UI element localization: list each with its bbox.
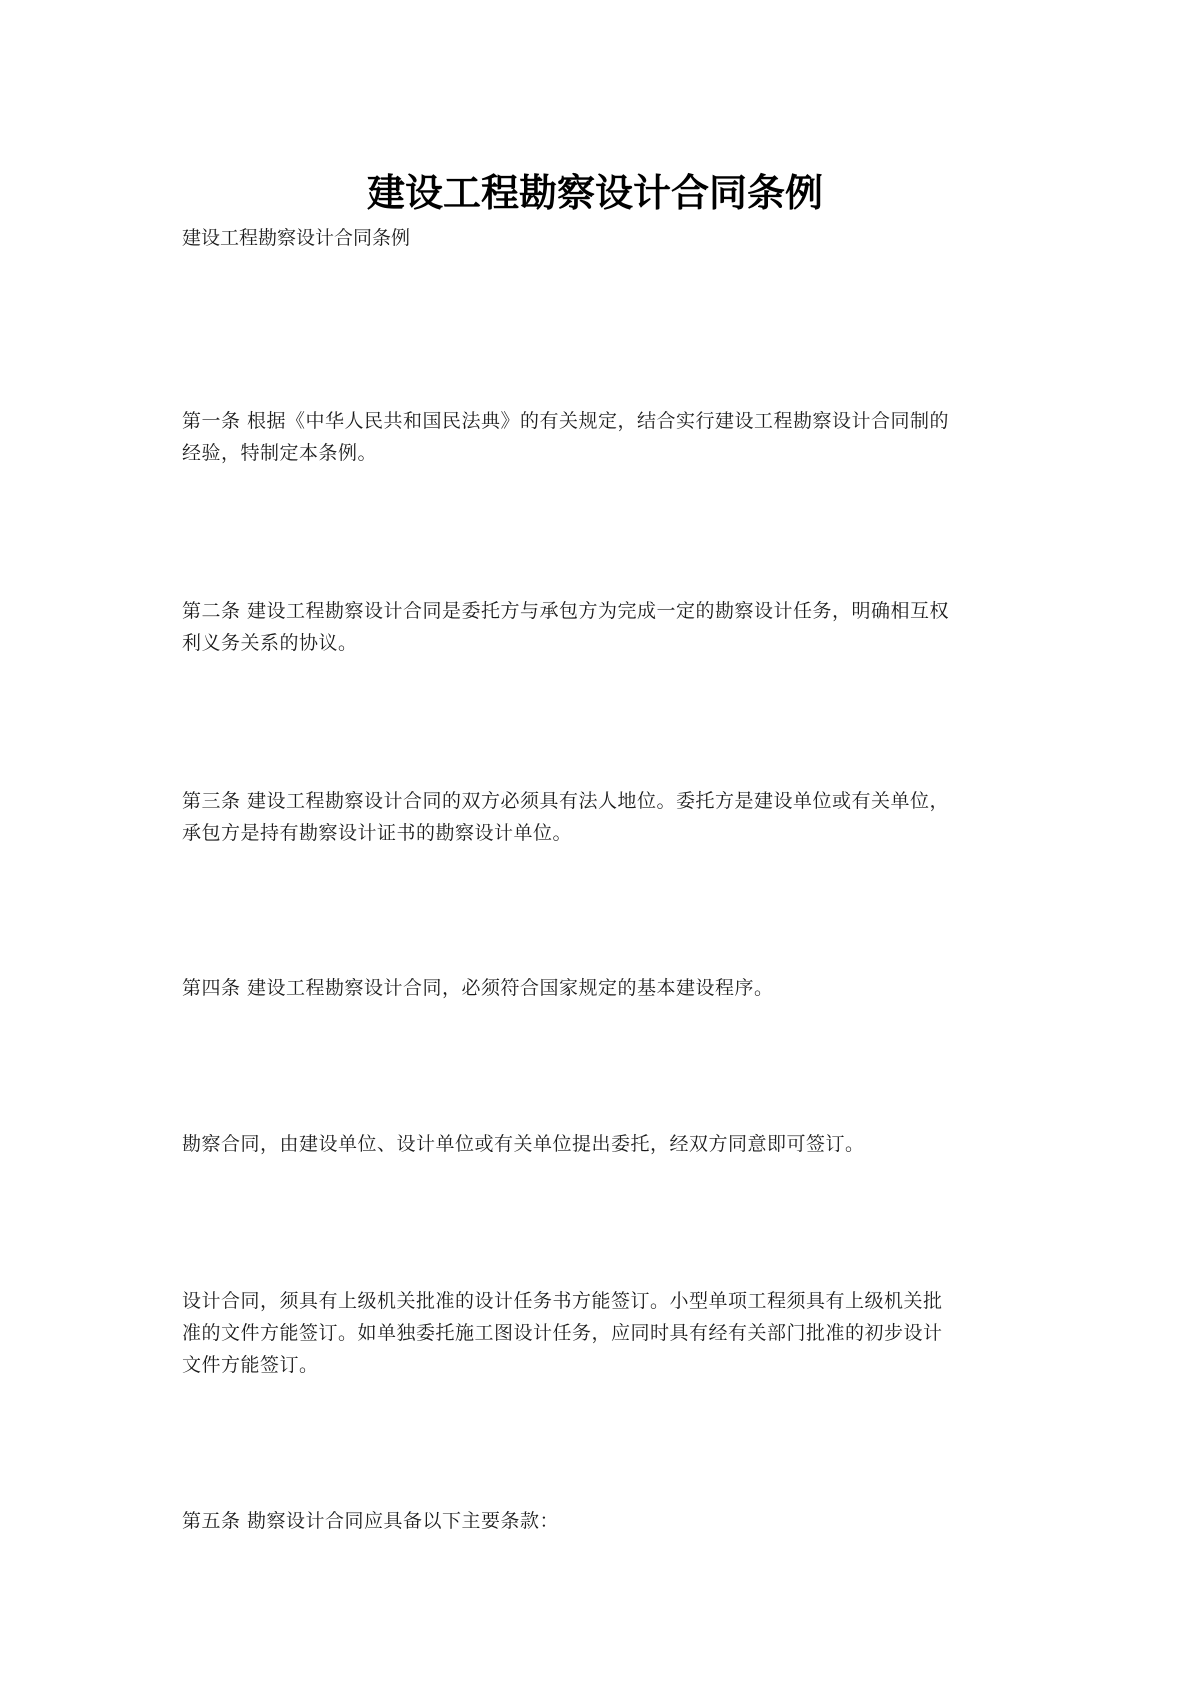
paragraph-line: 第四条 建设工程勘察设计合同，必须符合国家规定的基本建设程序。 (182, 977, 774, 999)
paragraph-line: 勘察合同，由建设单位、设计单位或有关单位提出委托，经双方同意即可签订。 (182, 1133, 865, 1155)
paragraph-line: 文件方能签订。 (182, 1354, 319, 1376)
paragraph-line: 第三条 建设工程勘察设计合同的双方必须具有法人地位。委托方是建设单位或有关单位， (182, 790, 950, 812)
document-subtitle: 建设工程勘察设计合同条例 (182, 227, 411, 249)
paragraph-line: 准的文件方能签订。如单独委托施工图设计任务，应同时具有经有关部门批准的初步设计 (182, 1322, 943, 1344)
paragraph-line: 利义务关系的协议。 (182, 632, 358, 654)
article-5-paragraph (182, 1505, 1018, 1537)
article-3-paragraph (182, 785, 1018, 849)
paragraph-line: 第五条 勘察设计合同应具备以下主要条款： (182, 1510, 560, 1532)
paragraph-line: 第一条 根据《中华人民共和国民法典》的有关规定，结合实行建设工程勘察设计合同制的 (182, 410, 950, 432)
article-4-paragraph (182, 972, 1018, 1004)
survey-contract-paragraph (182, 1128, 1018, 1160)
document-title: 建设工程勘察设计合同条例 (366, 170, 823, 215)
paragraph-line: 第二条 建设工程勘察设计合同是委托方与承包方为完成一定的勘察设计任务，明确相互权 (182, 600, 950, 622)
article-1-paragraph (182, 405, 1018, 469)
design-contract-paragraph (182, 1285, 1018, 1381)
paragraph-line: 经验，特制定本条例。 (182, 442, 378, 464)
paragraph-line: 承包方是持有勘察设计证书的勘察设计单位。 (182, 822, 573, 844)
paragraph-line: 设计合同，须具有上级机关批准的设计任务书方能签订。小型单项工程须具有上级机关批 (182, 1290, 943, 1312)
article-2-paragraph (182, 595, 1018, 659)
